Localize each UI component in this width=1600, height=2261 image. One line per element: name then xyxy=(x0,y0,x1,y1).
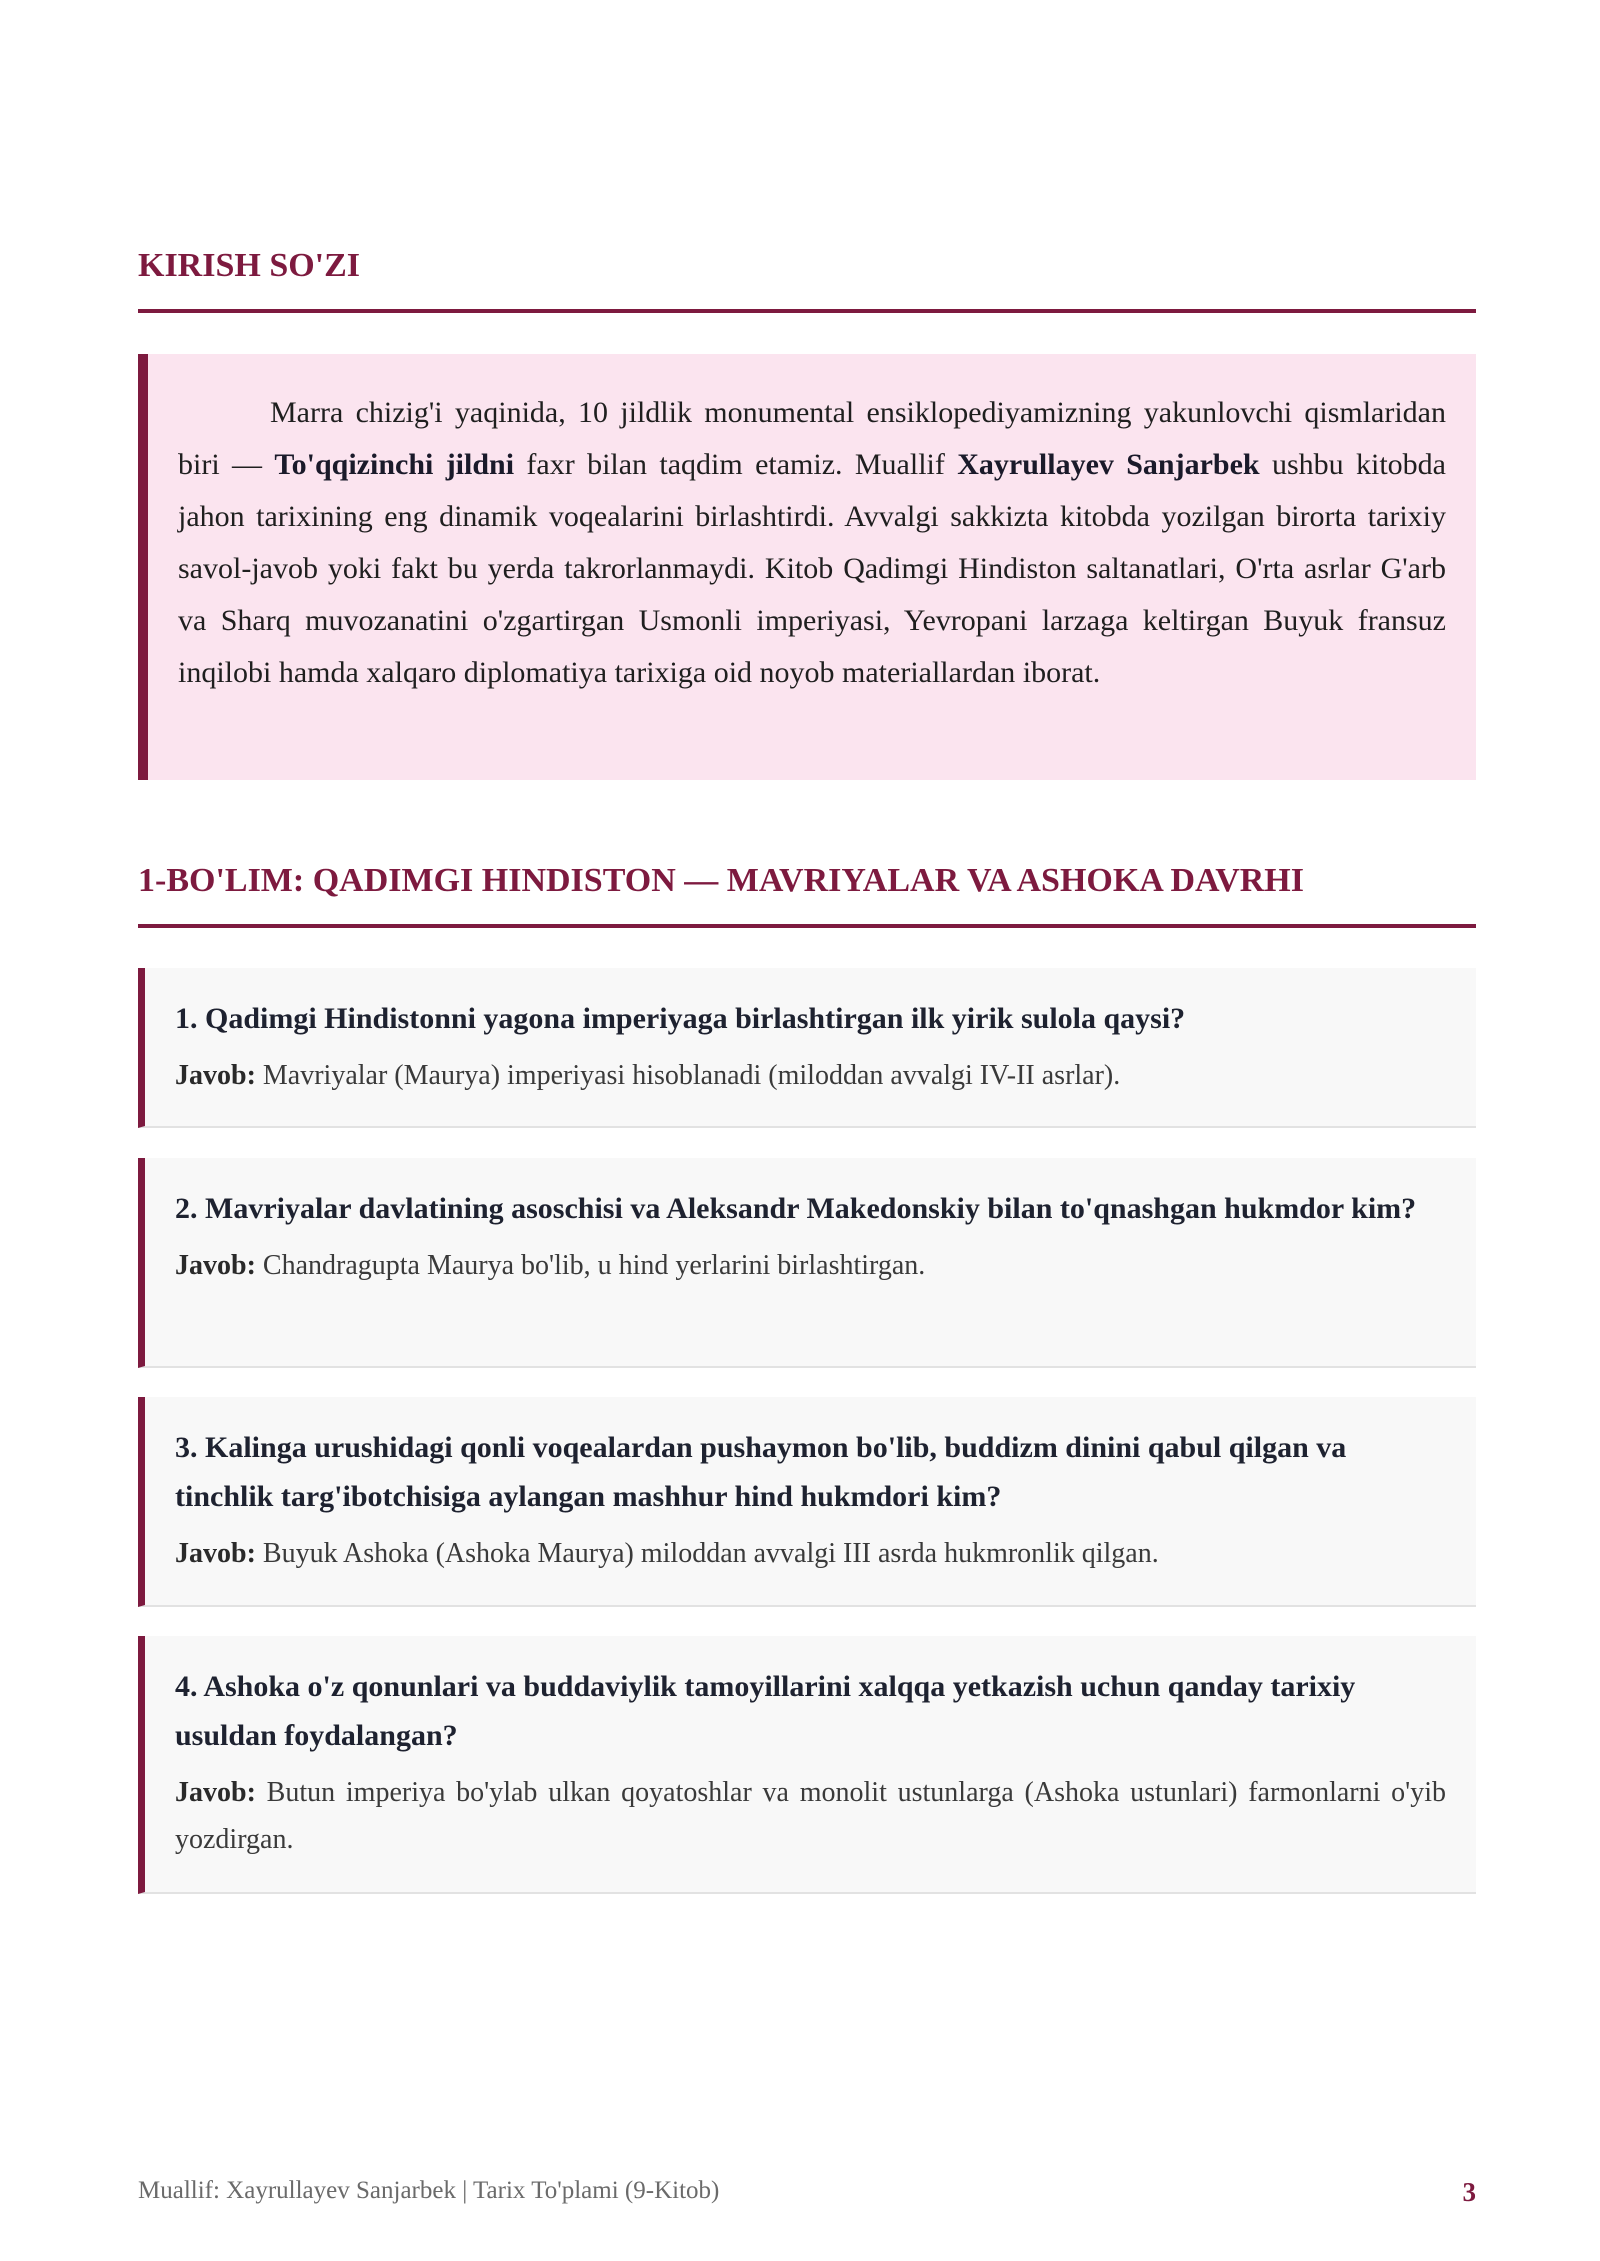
intro-heading: KIRISH SO'ZI xyxy=(138,247,361,284)
answer-label: Javob: xyxy=(175,1060,256,1091)
intro-text-part: faxr bilan taqdim etamiz. Muallif xyxy=(514,448,958,481)
question-text: 2. Mavriyalar davlatining asoschisi va Aleksandr Makedonskiy bilan to'qnashgan hukmdor kim? xyxy=(175,1192,1417,1225)
answer-body: Buyuk Ashoka (Ashoka Maurya) miloddan avvalgi III asrda hukmronlik qilgan. xyxy=(255,1538,1159,1569)
intro-paragraph xyxy=(178,387,1446,699)
answer-text xyxy=(175,1052,1446,1099)
answer-label: Javob: xyxy=(175,1538,256,1569)
answer-label: Javob: xyxy=(175,1777,256,1808)
answer-body: Mavriyalar (Maurya) imperiyasi hisoblanadi (miloddan avvalgi IV-II asrlar). xyxy=(255,1060,1121,1091)
question-text: 1. Qadimgi Hindistonni yagona imperiyaga birlashtirgan ilk yirik sulola qaysi? xyxy=(175,1002,1186,1035)
answer-text xyxy=(175,1242,1446,1289)
intro-bold-volume: To'qqizinchi jildni xyxy=(274,448,515,481)
page-number: 3 xyxy=(1462,2177,1476,2207)
footer-author-text: Muallif: Xayrullayev Sanjarbek | Tarix To'plami (9-Kitob) xyxy=(138,2177,720,2204)
qa-card xyxy=(138,1636,1476,1894)
intro-text-part: ushbu kitobda jahon tarixining eng dinamik voqealarini birlashtirdi. Avvalgi sakkizta kitobda yozilgan birorta tarixiy savol-javob yoki fakt bu yerda takrorlanmaydi. Kitob Qadimgi Hindiston saltanatlari, O'rta asrlar G'arb va Sharq muvozanatini o'zgartirgan Usmonli imperiyasi, Yevropani larzaga keltirgan Buyuk fransuz inqilobi hamda xalqaro diplomatiya tarixiga oid noyob materiallardan iborat. xyxy=(178,448,1446,689)
intro-bold-author: Xayrullayev Sanjarbek xyxy=(957,448,1260,481)
heading-divider xyxy=(138,309,1476,313)
answer-text xyxy=(175,1769,1446,1863)
answer-text xyxy=(175,1530,1446,1577)
heading-divider xyxy=(138,924,1476,928)
qa-card xyxy=(138,1158,1476,1368)
page-footer xyxy=(138,2177,1476,2213)
qa-card xyxy=(138,1397,1476,1607)
question-text: 4. Ashoka o'z qonunlari va buddaviylik tamoyillarini xalqqa yetkazish uchun qanday tarixiy usuldan foydalangan? xyxy=(175,1670,1356,1752)
answer-body: Butun imperiya bo'ylab ulkan qoyatoshlar va monolit ustunlarga (Ashoka ustunlari) farmonlarni o'yib yozdirgan. xyxy=(175,1777,1446,1855)
qa-card xyxy=(138,968,1476,1128)
question-text: 3. Kalinga urushidagi qonli voqealardan pushaymon bo'lib, buddizm dinini qabul qilgan va tinchlik targ'ibotchisiga aylangan mashhur hind hukmdori kim? xyxy=(175,1431,1347,1513)
section-heading: 1-BO'LIM: QADIMGI HINDISTON — MAVRIYALAR VA ASHOKA DAVRHI xyxy=(138,862,1304,899)
intro-callout xyxy=(138,354,1476,780)
answer-body: Chandragupta Maurya bo'lib, u hind yerlarini birlashtirgan. xyxy=(255,1250,926,1281)
intro-text-part: Marra chizig'i yaqinida, 10 jildlik monumental ensiklopediyamizning yakunlovchi qismlaridan biri — xyxy=(178,396,1446,481)
answer-label: Javob: xyxy=(175,1250,256,1281)
